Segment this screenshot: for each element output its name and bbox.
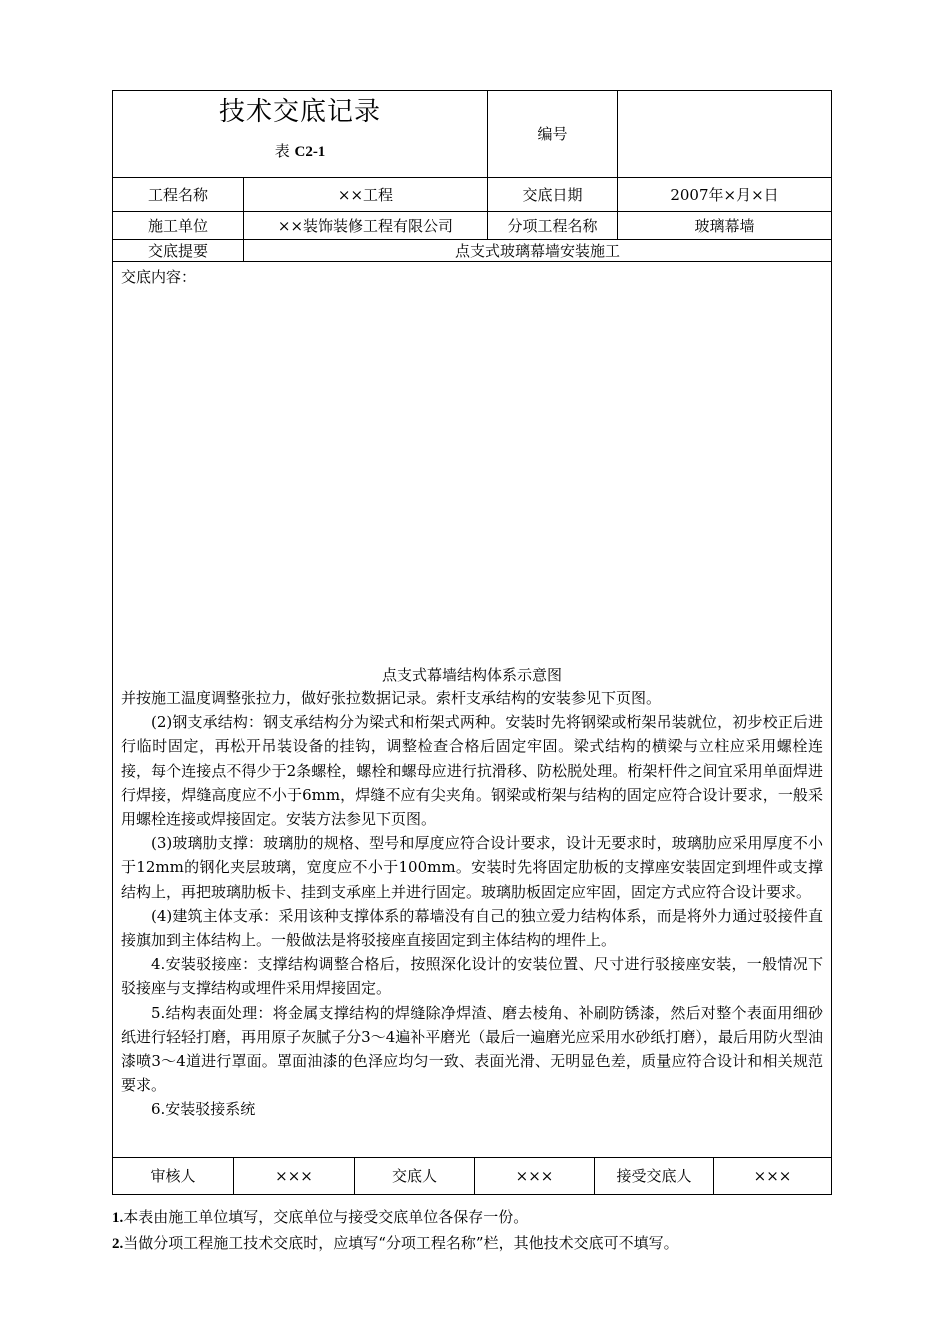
- disclosure-date-label: 交底日期: [488, 178, 618, 211]
- title-cell: [113, 91, 488, 177]
- subproject-name-label: 分项工程名称: [488, 212, 618, 239]
- content-body: [121, 686, 823, 1122]
- discloser-field[interactable]: ×××: [475, 1158, 595, 1194]
- info-row-unit: [113, 212, 831, 240]
- construction-unit-field[interactable]: ××装饰装修工程有限公司: [244, 212, 488, 239]
- disclosure-date-field[interactable]: 2007年×月×日: [670, 185, 779, 204]
- project-name-label: 工程名称: [113, 178, 244, 211]
- paragraph-steel-support: (2)钢支承结构：钢支承结构分为梁式和桁架式两种。安装时先将钢梁或桁架吊装就位，初步校正后进行临时固定，再松开吊装设备的挂钩，调整检查合格后固定牢固。梁式结构的横梁与立柱应采用螺栓连接，每个连接点不得少于2条螺栓，螺栓和螺母应进行抗滑移、防松脱处理。桁架杆件之间宜采用单面焊进行焊接，焊缝高度应不小于6mm，焊缝不应有尖夹角。钢梁或桁架与结构的固定应符合设计要求，一般采用螺栓连接或焊接固定。安装方法参见下页图。: [121, 713, 823, 829]
- form-title: 技术交底记录: [218, 97, 381, 127]
- note-1: [112, 1205, 832, 1231]
- paragraph-connector-system: 6.安装驳接系统: [151, 1100, 256, 1119]
- disclosure-content: [113, 262, 831, 1158]
- content-label: 交底内容：: [121, 268, 197, 286]
- discloser-label: 交底人: [355, 1158, 475, 1194]
- serial-number-label: 编号: [488, 91, 618, 177]
- paragraph-continuation: 并按施工温度调整张拉力，做好张拉数据记录。索杆支承结构的安装参见下页图。: [121, 689, 662, 707]
- paragraph-connector-seat: 4.安装驳接座：支撑结构调整合格后，按照深化设计的安装位置、尺寸进行驳接座安装，一般情况下驳接座与支撑结构或埋件采用焊接固定。: [121, 955, 823, 998]
- paragraph-main-structure: (4)建筑主体支承：采用该种支撑体系的幕墙没有自己的独立爱力结构体系，而是将外力通过驳接件直接旗加到主体结构上。一般做法是将驳接座直接固定到主体结构的埋件上。: [121, 906, 823, 950]
- receiver-field[interactable]: ×××: [753, 1167, 792, 1185]
- form-code: [275, 142, 326, 161]
- note-2-number: 2.: [112, 1236, 124, 1252]
- signature-row: [113, 1158, 831, 1194]
- disclosure-form: [112, 90, 832, 1195]
- info-row-project: [113, 178, 831, 212]
- form-header-row: [113, 91, 831, 178]
- diagram-caption: 点支式幕墙结构体系示意图: [381, 666, 562, 684]
- summary-field[interactable]: 点支式玻璃幕墙安装施工: [454, 241, 620, 260]
- construction-unit-label: 施工单位: [113, 212, 244, 239]
- summary-label: 交底提要: [113, 240, 244, 261]
- reviewer-label: 审核人: [113, 1158, 234, 1194]
- subproject-name-field[interactable]: 玻璃幕墙: [694, 216, 755, 235]
- serial-number-field[interactable]: [618, 91, 831, 177]
- note-1-number: 1.: [112, 1210, 124, 1226]
- form-code-prefix: 表: [274, 142, 290, 161]
- note-2: [112, 1231, 832, 1257]
- project-name-field[interactable]: ××工程: [244, 178, 488, 211]
- note-2-text: 当做分项工程施工技术交底时，应填写“分项工程名称”栏，其他技术交底可不填写。: [123, 1234, 679, 1252]
- form-code-value: C2-1: [294, 144, 326, 161]
- form-notes: [112, 1205, 832, 1257]
- paragraph-surface-treatment: 5.结构表面处理：将金属支撑结构的焊缝除净焊渣、磨去棱角、补刷防锈漆，然后对整个表面用细砂纸进行轻轻打磨，再用原子灰腻子分3～4遍补平磨光（最后一遍磨光应采用水砂纸打磨），最后用防火型油漆喷3～4道进行罩面。罩面油漆的色泽应均匀一致、表面光滑、无明显色差，质量应符合设计和相关规范要求。: [121, 1003, 823, 1095]
- paragraph-glass-fin: (3)玻璃肋支撑：玻璃肋的规格、型号和厚度应符合设计要求，设计无要求时，玻璃肋应采用厚度不小于12mm的钢化夹层玻璃，宽度应不小于100mm。安装时先将固定肋板的支撑座安装固定到埋件或支撑结构上，再把玻璃肋板卡、挂到支承座上并进行固定。玻璃肋板固定应牢固，固定方式应符合设计要求。: [121, 834, 823, 901]
- info-row-summary: [113, 240, 831, 262]
- note-1-text: 本表由施工单位填写，交底单位与接受交底单位各保存一份。: [123, 1208, 529, 1226]
- receiver-label: 接受交底人: [595, 1158, 714, 1194]
- reviewer-field[interactable]: ×××: [234, 1158, 355, 1194]
